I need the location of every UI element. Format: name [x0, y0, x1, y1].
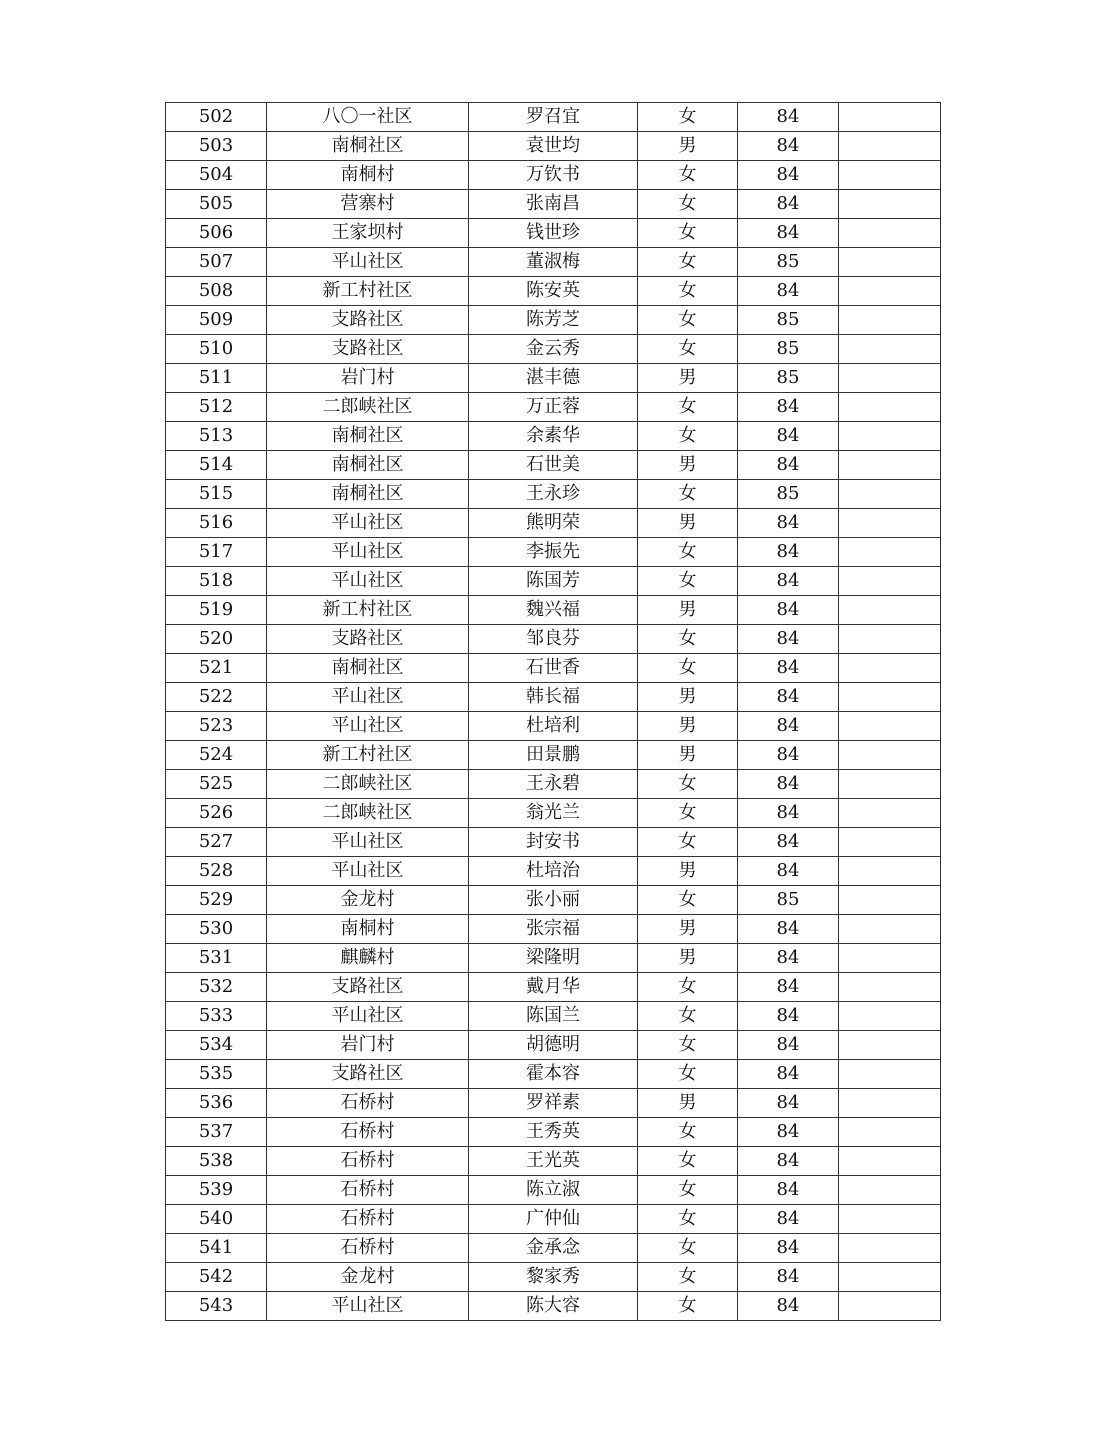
- cell-person-name: 陈芳芝: [469, 306, 638, 335]
- cell-person-name: 韩长福: [469, 683, 638, 712]
- table-row: [166, 654, 941, 683]
- cell-person-name: 钱世珍: [469, 219, 638, 248]
- table-row: [166, 828, 941, 857]
- cell-person-name: 霍本容: [469, 1060, 638, 1089]
- cell-person-name: 陈国芳: [469, 567, 638, 596]
- cell-person-name: 胡德明: [469, 1031, 638, 1060]
- cell-remarks: [839, 306, 941, 335]
- cell-person-name: 王永珍: [469, 480, 638, 509]
- table-row: [166, 567, 941, 596]
- cell-person-name: 李振先: [469, 538, 638, 567]
- cell-serial-number: 509: [166, 306, 267, 335]
- table-row: [166, 857, 941, 886]
- cell-age: 85: [738, 886, 839, 915]
- table-row: [166, 538, 941, 567]
- cell-person-name: 金云秀: [469, 335, 638, 364]
- cell-remarks: [839, 1089, 941, 1118]
- cell-person-name: 戴月华: [469, 973, 638, 1002]
- cell-serial-number: 505: [166, 190, 267, 219]
- cell-remarks: [839, 886, 941, 915]
- cell-gender: 女: [638, 886, 738, 915]
- cell-person-name: 魏兴福: [469, 596, 638, 625]
- cell-remarks: [839, 1002, 941, 1031]
- cell-community: 平山社区: [267, 509, 469, 538]
- cell-community: 南桐村: [267, 161, 469, 190]
- cell-remarks: [839, 364, 941, 393]
- cell-remarks: [839, 973, 941, 1002]
- cell-remarks: [839, 422, 941, 451]
- cell-serial-number: 520: [166, 625, 267, 654]
- cell-remarks: [839, 799, 941, 828]
- cell-community: 平山社区: [267, 1002, 469, 1031]
- cell-person-name: 罗祥素: [469, 1089, 638, 1118]
- cell-age: 84: [738, 1089, 839, 1118]
- cell-serial-number: 513: [166, 422, 267, 451]
- cell-age: 84: [738, 683, 839, 712]
- cell-person-name: 余素华: [469, 422, 638, 451]
- cell-age: 84: [738, 973, 839, 1002]
- cell-remarks: [839, 683, 941, 712]
- cell-serial-number: 512: [166, 393, 267, 422]
- table-row: [166, 132, 941, 161]
- cell-person-name: 石世美: [469, 451, 638, 480]
- cell-age: 84: [738, 625, 839, 654]
- cell-remarks: [839, 654, 941, 683]
- cell-community: 麒麟村: [267, 944, 469, 973]
- cell-gender: 女: [638, 1292, 738, 1321]
- cell-person-name: 金承念: [469, 1234, 638, 1263]
- cell-remarks: [839, 567, 941, 596]
- cell-serial-number: 518: [166, 567, 267, 596]
- table-row: [166, 915, 941, 944]
- table-row: [166, 509, 941, 538]
- cell-age: 84: [738, 596, 839, 625]
- cell-serial-number: 533: [166, 1002, 267, 1031]
- cell-person-name: 陈安英: [469, 277, 638, 306]
- cell-community: 岩门村: [267, 364, 469, 393]
- cell-community: 支路社区: [267, 1060, 469, 1089]
- cell-gender: 女: [638, 1002, 738, 1031]
- cell-person-name: 万钦书: [469, 161, 638, 190]
- cell-remarks: [839, 393, 941, 422]
- cell-remarks: [839, 1060, 941, 1089]
- cell-community: 平山社区: [267, 683, 469, 712]
- cell-community: 二郎峡社区: [267, 799, 469, 828]
- table-row: [166, 1031, 941, 1060]
- table-row: [166, 1234, 941, 1263]
- cell-person-name: 张小丽: [469, 886, 638, 915]
- cell-gender: 女: [638, 654, 738, 683]
- cell-community: 石桥村: [267, 1234, 469, 1263]
- cell-age: 84: [738, 1176, 839, 1205]
- cell-remarks: [839, 1176, 941, 1205]
- table-row: [166, 190, 941, 219]
- cell-community: 新工村社区: [267, 596, 469, 625]
- cell-remarks: [839, 1234, 941, 1263]
- cell-remarks: [839, 712, 941, 741]
- cell-serial-number: 519: [166, 596, 267, 625]
- table-row: [166, 770, 941, 799]
- cell-remarks: [839, 1118, 941, 1147]
- cell-gender: 女: [638, 480, 738, 509]
- cell-person-name: 广仲仙: [469, 1205, 638, 1234]
- cell-serial-number: 502: [166, 103, 267, 132]
- cell-serial-number: 504: [166, 161, 267, 190]
- cell-age: 84: [738, 1205, 839, 1234]
- cell-serial-number: 542: [166, 1263, 267, 1292]
- cell-person-name: 张南昌: [469, 190, 638, 219]
- cell-age: 84: [738, 857, 839, 886]
- cell-person-name: 田景鹏: [469, 741, 638, 770]
- cell-community: 南桐社区: [267, 422, 469, 451]
- cell-gender: 男: [638, 509, 738, 538]
- cell-gender: 女: [638, 335, 738, 364]
- cell-community: 石桥村: [267, 1176, 469, 1205]
- cell-remarks: [839, 741, 941, 770]
- table-row: [166, 1089, 941, 1118]
- cell-age: 84: [738, 567, 839, 596]
- cell-age: 84: [738, 915, 839, 944]
- cell-serial-number: 508: [166, 277, 267, 306]
- cell-person-name: 陈国兰: [469, 1002, 638, 1031]
- cell-serial-number: 538: [166, 1147, 267, 1176]
- cell-serial-number: 530: [166, 915, 267, 944]
- cell-age: 84: [738, 509, 839, 538]
- cell-community: 平山社区: [267, 712, 469, 741]
- cell-gender: 女: [638, 161, 738, 190]
- cell-serial-number: 522: [166, 683, 267, 712]
- cell-remarks: [839, 103, 941, 132]
- cell-community: 南桐社区: [267, 480, 469, 509]
- cell-gender: 男: [638, 712, 738, 741]
- roster-table: [165, 102, 941, 1321]
- cell-community: 石桥村: [267, 1205, 469, 1234]
- table-row: [166, 944, 941, 973]
- cell-remarks: [839, 1147, 941, 1176]
- cell-age: 85: [738, 480, 839, 509]
- cell-gender: 男: [638, 132, 738, 161]
- cell-gender: 男: [638, 944, 738, 973]
- cell-age: 84: [738, 944, 839, 973]
- cell-person-name: 王永碧: [469, 770, 638, 799]
- cell-community: 金龙村: [267, 1263, 469, 1292]
- cell-remarks: [839, 1031, 941, 1060]
- cell-gender: 女: [638, 1118, 738, 1147]
- cell-serial-number: 517: [166, 538, 267, 567]
- cell-remarks: [839, 132, 941, 161]
- cell-serial-number: 514: [166, 451, 267, 480]
- cell-community: 支路社区: [267, 306, 469, 335]
- table-row: [166, 422, 941, 451]
- table-row: [166, 1060, 941, 1089]
- cell-serial-number: 534: [166, 1031, 267, 1060]
- cell-gender: 男: [638, 364, 738, 393]
- cell-serial-number: 525: [166, 770, 267, 799]
- table-row: [166, 161, 941, 190]
- cell-age: 84: [738, 161, 839, 190]
- table-row: [166, 393, 941, 422]
- cell-gender: 女: [638, 219, 738, 248]
- cell-age: 84: [738, 1002, 839, 1031]
- cell-person-name: 杜培利: [469, 712, 638, 741]
- cell-community: 南桐社区: [267, 654, 469, 683]
- table-row: [166, 625, 941, 654]
- cell-gender: 男: [638, 1089, 738, 1118]
- cell-community: 平山社区: [267, 828, 469, 857]
- table-row: [166, 480, 941, 509]
- cell-community: 南桐村: [267, 915, 469, 944]
- cell-community: 支路社区: [267, 335, 469, 364]
- table-row: [166, 364, 941, 393]
- cell-community: 新工村社区: [267, 277, 469, 306]
- cell-person-name: 翁光兰: [469, 799, 638, 828]
- cell-serial-number: 539: [166, 1176, 267, 1205]
- table-row: [166, 248, 941, 277]
- cell-gender: 女: [638, 828, 738, 857]
- cell-community: 南桐社区: [267, 132, 469, 161]
- cell-gender: 男: [638, 683, 738, 712]
- cell-community: 石桥村: [267, 1089, 469, 1118]
- cell-remarks: [839, 277, 941, 306]
- cell-age: 85: [738, 335, 839, 364]
- cell-gender: 女: [638, 393, 738, 422]
- cell-serial-number: 543: [166, 1292, 267, 1321]
- cell-remarks: [839, 944, 941, 973]
- cell-community: 金龙村: [267, 886, 469, 915]
- cell-community: 支路社区: [267, 625, 469, 654]
- cell-serial-number: 510: [166, 335, 267, 364]
- cell-serial-number: 523: [166, 712, 267, 741]
- cell-remarks: [839, 248, 941, 277]
- cell-remarks: [839, 1205, 941, 1234]
- cell-serial-number: 532: [166, 973, 267, 1002]
- cell-gender: 女: [638, 1147, 738, 1176]
- table-row: [166, 741, 941, 770]
- cell-age: 84: [738, 190, 839, 219]
- cell-person-name: 王秀英: [469, 1118, 638, 1147]
- cell-person-name: 邹良芬: [469, 625, 638, 654]
- table-row: [166, 277, 941, 306]
- cell-age: 84: [738, 393, 839, 422]
- cell-age: 84: [738, 799, 839, 828]
- cell-gender: 女: [638, 567, 738, 596]
- cell-gender: 男: [638, 915, 738, 944]
- cell-serial-number: 541: [166, 1234, 267, 1263]
- cell-age: 84: [738, 103, 839, 132]
- cell-person-name: 黎家秀: [469, 1263, 638, 1292]
- cell-serial-number: 540: [166, 1205, 267, 1234]
- table-row: [166, 1263, 941, 1292]
- cell-remarks: [839, 596, 941, 625]
- cell-age: 84: [738, 654, 839, 683]
- cell-age: 84: [738, 1031, 839, 1060]
- cell-gender: 女: [638, 248, 738, 277]
- cell-person-name: 石世香: [469, 654, 638, 683]
- cell-remarks: [839, 828, 941, 857]
- cell-remarks: [839, 335, 941, 364]
- cell-remarks: [839, 219, 941, 248]
- cell-person-name: 湛丰德: [469, 364, 638, 393]
- table-row: [166, 799, 941, 828]
- cell-gender: 女: [638, 103, 738, 132]
- cell-serial-number: 537: [166, 1118, 267, 1147]
- cell-remarks: [839, 857, 941, 886]
- cell-community: 南桐社区: [267, 451, 469, 480]
- cell-person-name: 梁隆明: [469, 944, 638, 973]
- cell-serial-number: 511: [166, 364, 267, 393]
- cell-gender: 男: [638, 596, 738, 625]
- cell-person-name: 袁世均: [469, 132, 638, 161]
- cell-serial-number: 521: [166, 654, 267, 683]
- cell-age: 84: [738, 277, 839, 306]
- cell-gender: 女: [638, 1263, 738, 1292]
- cell-community: 二郎峡社区: [267, 393, 469, 422]
- cell-gender: 女: [638, 538, 738, 567]
- cell-remarks: [839, 770, 941, 799]
- cell-community: 二郎峡社区: [267, 770, 469, 799]
- table-row: [166, 886, 941, 915]
- cell-gender: 女: [638, 1234, 738, 1263]
- cell-gender: 女: [638, 306, 738, 335]
- cell-age: 84: [738, 219, 839, 248]
- table-row: [166, 683, 941, 712]
- cell-person-name: 陈大容: [469, 1292, 638, 1321]
- cell-gender: 男: [638, 741, 738, 770]
- table-row: [166, 103, 941, 132]
- table-row: [166, 1118, 941, 1147]
- table-row: [166, 219, 941, 248]
- cell-person-name: 陈立淑: [469, 1176, 638, 1205]
- cell-age: 84: [738, 1118, 839, 1147]
- cell-serial-number: 535: [166, 1060, 267, 1089]
- cell-gender: 女: [638, 277, 738, 306]
- cell-person-name: 张宗福: [469, 915, 638, 944]
- cell-serial-number: 527: [166, 828, 267, 857]
- cell-gender: 女: [638, 770, 738, 799]
- cell-person-name: 罗召宜: [469, 103, 638, 132]
- cell-age: 84: [738, 422, 839, 451]
- cell-gender: 男: [638, 451, 738, 480]
- table-row: [166, 1002, 941, 1031]
- table-row: [166, 712, 941, 741]
- cell-person-name: 杜培治: [469, 857, 638, 886]
- cell-age: 84: [738, 451, 839, 480]
- table-row: [166, 335, 941, 364]
- cell-serial-number: 507: [166, 248, 267, 277]
- cell-gender: 女: [638, 1205, 738, 1234]
- cell-community: 平山社区: [267, 857, 469, 886]
- cell-remarks: [839, 451, 941, 480]
- cell-remarks: [839, 509, 941, 538]
- cell-serial-number: 506: [166, 219, 267, 248]
- cell-serial-number: 516: [166, 509, 267, 538]
- cell-age: 84: [738, 1147, 839, 1176]
- cell-community: 营寨村: [267, 190, 469, 219]
- cell-age: 85: [738, 364, 839, 393]
- cell-serial-number: 531: [166, 944, 267, 973]
- cell-person-name: 董淑梅: [469, 248, 638, 277]
- cell-community: 石桥村: [267, 1118, 469, 1147]
- cell-community: 平山社区: [267, 248, 469, 277]
- cell-age: 85: [738, 248, 839, 277]
- cell-serial-number: 536: [166, 1089, 267, 1118]
- cell-age: 84: [738, 1292, 839, 1321]
- table-row: [166, 973, 941, 1002]
- cell-gender: 女: [638, 625, 738, 654]
- table-row: [166, 1147, 941, 1176]
- cell-age: 84: [738, 1060, 839, 1089]
- cell-remarks: [839, 1263, 941, 1292]
- table-row: [166, 1205, 941, 1234]
- cell-age: 84: [738, 1263, 839, 1292]
- cell-gender: 女: [638, 973, 738, 1002]
- cell-remarks: [839, 480, 941, 509]
- cell-person-name: 王光英: [469, 1147, 638, 1176]
- cell-serial-number: 529: [166, 886, 267, 915]
- cell-gender: 女: [638, 1176, 738, 1205]
- cell-remarks: [839, 915, 941, 944]
- cell-community: 平山社区: [267, 538, 469, 567]
- cell-person-name: 万正蓉: [469, 393, 638, 422]
- cell-gender: 女: [638, 1060, 738, 1089]
- cell-serial-number: 526: [166, 799, 267, 828]
- cell-remarks: [839, 538, 941, 567]
- table-row: [166, 1292, 941, 1321]
- cell-gender: 男: [638, 857, 738, 886]
- roster-table-body: [166, 103, 941, 1321]
- cell-age: 84: [738, 828, 839, 857]
- table-row: [166, 306, 941, 335]
- cell-age: 84: [738, 132, 839, 161]
- cell-community: 八〇一社区: [267, 103, 469, 132]
- cell-community: 新工村社区: [267, 741, 469, 770]
- cell-remarks: [839, 1292, 941, 1321]
- cell-gender: 女: [638, 1031, 738, 1060]
- cell-serial-number: 524: [166, 741, 267, 770]
- cell-person-name: 熊明荣: [469, 509, 638, 538]
- cell-serial-number: 503: [166, 132, 267, 161]
- table-row: [166, 451, 941, 480]
- table-row: [166, 596, 941, 625]
- cell-community: 岩门村: [267, 1031, 469, 1060]
- cell-remarks: [839, 161, 941, 190]
- cell-remarks: [839, 625, 941, 654]
- cell-community: 支路社区: [267, 973, 469, 1002]
- cell-remarks: [839, 190, 941, 219]
- cell-age: 84: [738, 741, 839, 770]
- cell-community: 平山社区: [267, 1292, 469, 1321]
- cell-serial-number: 515: [166, 480, 267, 509]
- cell-age: 84: [738, 1234, 839, 1263]
- cell-age: 84: [738, 538, 839, 567]
- cell-community: 平山社区: [267, 567, 469, 596]
- cell-person-name: 封安书: [469, 828, 638, 857]
- table-row: [166, 1176, 941, 1205]
- cell-serial-number: 528: [166, 857, 267, 886]
- cell-age: 84: [738, 770, 839, 799]
- cell-community: 石桥村: [267, 1147, 469, 1176]
- cell-age: 84: [738, 712, 839, 741]
- cell-gender: 女: [638, 422, 738, 451]
- cell-age: 85: [738, 306, 839, 335]
- cell-gender: 女: [638, 190, 738, 219]
- cell-community: 王家坝村: [267, 219, 469, 248]
- cell-gender: 女: [638, 799, 738, 828]
